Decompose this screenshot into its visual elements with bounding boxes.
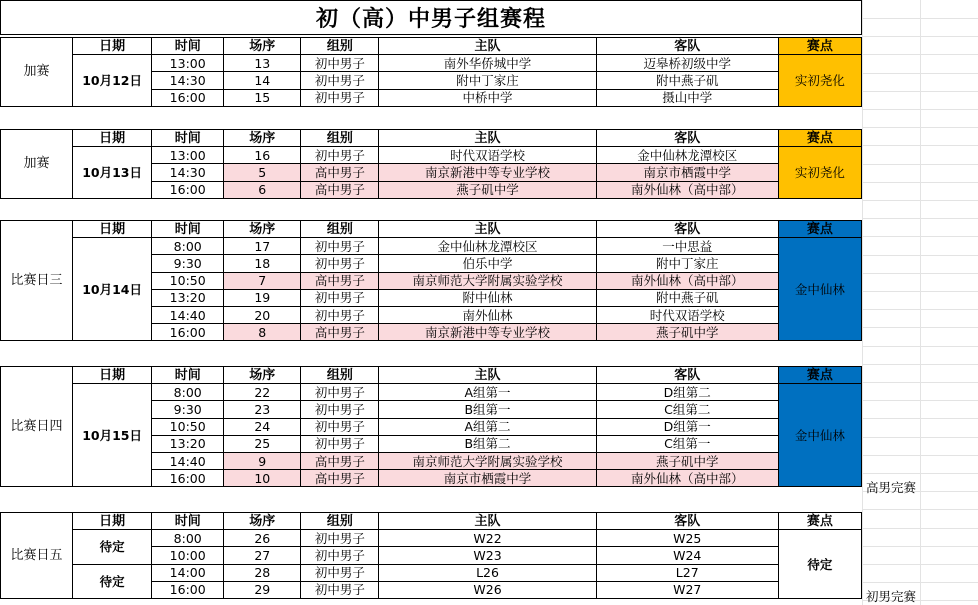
time-cell: 16:00 — [152, 181, 224, 198]
date-header: 日期 — [73, 38, 152, 55]
time-header: 时间 — [152, 38, 224, 55]
away-team-cell: 金中仙林龙潭校区 — [596, 147, 778, 164]
sheet-gridline — [862, 291, 978, 292]
sheet-gridline — [862, 218, 978, 219]
sheet-gridline — [862, 36, 978, 37]
away-header: 客队 — [596, 367, 778, 384]
seq-header: 场序 — [224, 367, 301, 384]
seq-cell: 28 — [224, 564, 301, 581]
table-row — [1, 530, 862, 547]
group-header: 组别 — [301, 513, 379, 530]
table-row — [1, 147, 862, 164]
stage-label: 比赛日四 — [1, 367, 73, 487]
away-team-cell: 南外仙林（高中部） — [596, 470, 778, 487]
venue-header: 赛点 — [778, 38, 861, 55]
away-team-cell: 南京市栖霞中学 — [596, 164, 778, 181]
group-cell: 初中男子 — [301, 581, 379, 598]
header-row — [1, 513, 862, 530]
away-team-cell: W24 — [596, 547, 778, 564]
home-team-cell: 南京师范大学附属实验学校 — [379, 452, 596, 469]
table-row — [1, 238, 862, 255]
away-team-cell: 南外仙林（高中部） — [596, 272, 778, 289]
seq-cell: 14 — [224, 72, 301, 89]
time-cell: 10:50 — [152, 272, 224, 289]
date-cell: 10月12日 — [73, 55, 152, 107]
time-cell: 10:00 — [152, 547, 224, 564]
header-row — [1, 367, 862, 384]
completion-note: 高男完赛 — [866, 480, 917, 495]
seq-header: 场序 — [224, 38, 301, 55]
date-cell: 待定 — [73, 530, 152, 564]
group-cell: 初中男子 — [301, 255, 379, 272]
time-cell: 13:00 — [152, 55, 224, 72]
seq-cell: 6 — [224, 181, 301, 198]
away-team-cell: W25 — [596, 530, 778, 547]
sheet-gridline — [862, 273, 978, 274]
group-cell: 初中男子 — [301, 547, 379, 564]
sheet-gridline — [862, 255, 978, 256]
seq-cell: 20 — [224, 306, 301, 323]
home-team-cell: A组第一 — [379, 384, 596, 401]
sheet-gridline — [862, 145, 978, 146]
date-cell: 10月14日 — [73, 238, 152, 341]
group-cell: 高中男子 — [301, 181, 379, 198]
time-header: 时间 — [152, 367, 224, 384]
group-cell: 初中男子 — [301, 384, 379, 401]
away-team-cell: 燕子矶中学 — [596, 452, 778, 469]
stage-label: 加赛 — [1, 130, 73, 199]
seq-cell: 9 — [224, 452, 301, 469]
home-team-cell: 附中丁家庄 — [379, 72, 596, 89]
time-cell: 14:40 — [152, 306, 224, 323]
time-cell: 13:00 — [152, 147, 224, 164]
group-cell: 初中男子 — [301, 306, 379, 323]
home-team-cell: 南京新港中等专业学校 — [379, 164, 596, 181]
home-team-cell: 伯乐中学 — [379, 255, 596, 272]
completion-note: 初男完赛 — [866, 589, 917, 604]
stage-label: 比赛日三 — [1, 221, 73, 341]
sheet-gridline — [862, 473, 978, 474]
away-team-cell: W27 — [596, 581, 778, 598]
seq-cell: 18 — [224, 255, 301, 272]
away-team-cell: 燕子矶中学 — [596, 324, 778, 341]
time-cell: 16:00 — [152, 470, 224, 487]
date-header: 日期 — [73, 221, 152, 238]
home-team-cell: 附中仙林 — [379, 289, 596, 306]
sheet-gridline — [862, 164, 978, 165]
group-cell: 初中男子 — [301, 530, 379, 547]
seq-header: 场序 — [224, 513, 301, 530]
sheet-gridline — [862, 127, 978, 128]
home-team-cell: W22 — [379, 530, 596, 547]
time-cell: 14:30 — [152, 72, 224, 89]
away-team-cell: D组第一 — [596, 418, 778, 435]
seq-cell: 26 — [224, 530, 301, 547]
away-header: 客队 — [596, 130, 778, 147]
home-team-cell: B组第二 — [379, 435, 596, 452]
time-header: 时间 — [152, 130, 224, 147]
time-header: 时间 — [152, 513, 224, 530]
away-team-cell: 附中燕子矶 — [596, 72, 778, 89]
seq-cell: 15 — [224, 89, 301, 106]
away-header: 客队 — [596, 221, 778, 238]
venue-cell: 实初尧化 — [778, 147, 861, 199]
away-team-cell: 附中燕子矶 — [596, 289, 778, 306]
sheet-gridline — [862, 564, 978, 565]
group-cell: 初中男子 — [301, 435, 379, 452]
sheet-gridline — [862, 18, 978, 19]
group-cell: 初中男子 — [301, 418, 379, 435]
time-cell: 16:00 — [152, 89, 224, 106]
time-cell: 8:00 — [152, 238, 224, 255]
venue-cell: 待定 — [778, 530, 861, 599]
group-cell: 高中男子 — [301, 272, 379, 289]
time-header: 时间 — [152, 221, 224, 238]
time-cell: 13:20 — [152, 435, 224, 452]
group-cell: 高中男子 — [301, 470, 379, 487]
home-team-cell: 南京师范大学附属实验学校 — [379, 272, 596, 289]
home-team-cell: 时代双语学校 — [379, 147, 596, 164]
home-team-cell: 南外仙林 — [379, 306, 596, 323]
venue-header: 赛点 — [778, 513, 861, 530]
sheet-gridline — [862, 346, 978, 347]
home-team-cell: L26 — [379, 564, 596, 581]
sheet-gridline — [862, 364, 978, 365]
time-cell: 10:50 — [152, 418, 224, 435]
away-team-cell: C组第一 — [596, 435, 778, 452]
sheet-gridline — [862, 200, 978, 201]
schedule-table — [0, 512, 862, 599]
away-team-cell: 附中丁家庄 — [596, 255, 778, 272]
group-cell: 初中男子 — [301, 147, 379, 164]
home-team-cell: B组第一 — [379, 401, 596, 418]
time-cell: 9:30 — [152, 255, 224, 272]
away-team-cell: 摄山中学 — [596, 89, 778, 106]
seq-cell: 23 — [224, 401, 301, 418]
time-cell: 14:00 — [152, 564, 224, 581]
home-team-cell: W23 — [379, 547, 596, 564]
sheet-gridline — [862, 73, 978, 74]
group-cell: 初中男子 — [301, 72, 379, 89]
group-header: 组别 — [301, 130, 379, 147]
time-cell: 14:40 — [152, 452, 224, 469]
seq-cell: 22 — [224, 384, 301, 401]
time-cell: 9:30 — [152, 401, 224, 418]
sheet-gridline — [862, 54, 978, 55]
header-row — [1, 221, 862, 238]
sheet-gridline — [862, 546, 978, 547]
schedule-table — [0, 129, 862, 199]
seq-cell: 24 — [224, 418, 301, 435]
sheet-gridline — [862, 400, 978, 401]
venue-header: 赛点 — [778, 367, 861, 384]
group-header: 组别 — [301, 221, 379, 238]
venue-header: 赛点 — [778, 221, 861, 238]
away-team-cell: C组第二 — [596, 401, 778, 418]
venue-header: 赛点 — [778, 130, 861, 147]
date-header: 日期 — [73, 513, 152, 530]
away-team-cell: 一中思益 — [596, 238, 778, 255]
seq-cell: 5 — [224, 164, 301, 181]
seq-header: 场序 — [224, 221, 301, 238]
group-cell: 初中男子 — [301, 55, 379, 72]
group-cell: 高中男子 — [301, 452, 379, 469]
group-cell: 初中男子 — [301, 89, 379, 106]
group-cell: 高中男子 — [301, 324, 379, 341]
sheet-gridline — [862, 582, 978, 583]
home-team-cell: 南京市栖霞中学 — [379, 470, 596, 487]
seq-cell: 27 — [224, 547, 301, 564]
sheet-gridline — [862, 182, 978, 183]
date-header: 日期 — [73, 130, 152, 147]
away-header: 客队 — [596, 513, 778, 530]
home-team-cell: 中桥中学 — [379, 89, 596, 106]
seq-cell: 8 — [224, 324, 301, 341]
sheet-gridline — [862, 437, 978, 438]
table-row — [1, 384, 862, 401]
sheet-gridline — [862, 109, 978, 110]
home-team-cell: W26 — [379, 581, 596, 598]
time-cell: 13:20 — [152, 289, 224, 306]
away-team-cell: 迈皋桥初级中学 — [596, 55, 778, 72]
table-row — [1, 55, 862, 72]
seq-header: 场序 — [224, 130, 301, 147]
venue-cell: 实初尧化 — [778, 55, 861, 107]
table-row — [1, 564, 862, 581]
date-header: 日期 — [73, 367, 152, 384]
sheet-gridline — [862, 509, 978, 510]
seq-cell: 17 — [224, 238, 301, 255]
home-header: 主队 — [379, 130, 596, 147]
time-cell: 16:00 — [152, 324, 224, 341]
sheet-gridline — [862, 91, 978, 92]
sheet-gridline — [862, 382, 978, 383]
sheet-gridline — [862, 528, 978, 529]
sheet-gridline — [862, 236, 978, 237]
home-team-cell: 燕子矶中学 — [379, 181, 596, 198]
group-cell: 初中男子 — [301, 289, 379, 306]
sheet-gridline — [862, 418, 978, 419]
group-cell: 初中男子 — [301, 401, 379, 418]
away-team-cell: 南外仙林（高中部） — [596, 181, 778, 198]
home-header: 主队 — [379, 38, 596, 55]
date-cell: 待定 — [73, 564, 152, 598]
group-header: 组别 — [301, 367, 379, 384]
home-team-cell: 金中仙林龙潭校区 — [379, 238, 596, 255]
time-cell: 8:00 — [152, 530, 224, 547]
page-title: 初（高）中男子组赛程 — [0, 0, 862, 35]
group-cell: 初中男子 — [301, 238, 379, 255]
time-cell: 14:30 — [152, 164, 224, 181]
home-header: 主队 — [379, 513, 596, 530]
date-cell: 10月15日 — [73, 384, 152, 487]
seq-cell: 25 — [224, 435, 301, 452]
group-cell: 高中男子 — [301, 164, 379, 181]
sheet-gridline — [862, 327, 978, 328]
home-team-cell: 南外华侨城中学 — [379, 55, 596, 72]
seq-cell: 16 — [224, 147, 301, 164]
schedule-table — [0, 366, 862, 487]
stage-label: 比赛日五 — [1, 513, 73, 599]
venue-cell: 金中仙林 — [778, 238, 861, 341]
away-header: 客队 — [596, 38, 778, 55]
away-team-cell: L27 — [596, 564, 778, 581]
header-row — [1, 38, 862, 55]
sheet-gridline — [862, 309, 978, 310]
seq-cell: 7 — [224, 272, 301, 289]
seq-cell: 19 — [224, 289, 301, 306]
schedule-table — [0, 220, 862, 341]
venue-cell: 金中仙林 — [778, 384, 861, 487]
group-cell: 初中男子 — [301, 564, 379, 581]
seq-cell: 13 — [224, 55, 301, 72]
group-header: 组别 — [301, 38, 379, 55]
schedule-table — [0, 37, 862, 107]
away-team-cell: 时代双语学校 — [596, 306, 778, 323]
date-cell: 10月13日 — [73, 147, 152, 199]
home-header: 主队 — [379, 221, 596, 238]
sheet-gridline — [862, 455, 978, 456]
home-header: 主队 — [379, 367, 596, 384]
away-team-cell: D组第二 — [596, 384, 778, 401]
time-cell: 8:00 — [152, 384, 224, 401]
time-cell: 16:00 — [152, 581, 224, 598]
home-team-cell: 南京新港中等专业学校 — [379, 324, 596, 341]
seq-cell: 10 — [224, 470, 301, 487]
seq-cell: 29 — [224, 581, 301, 598]
home-team-cell: A组第二 — [379, 418, 596, 435]
header-row — [1, 130, 862, 147]
stage-label: 加赛 — [1, 38, 73, 107]
